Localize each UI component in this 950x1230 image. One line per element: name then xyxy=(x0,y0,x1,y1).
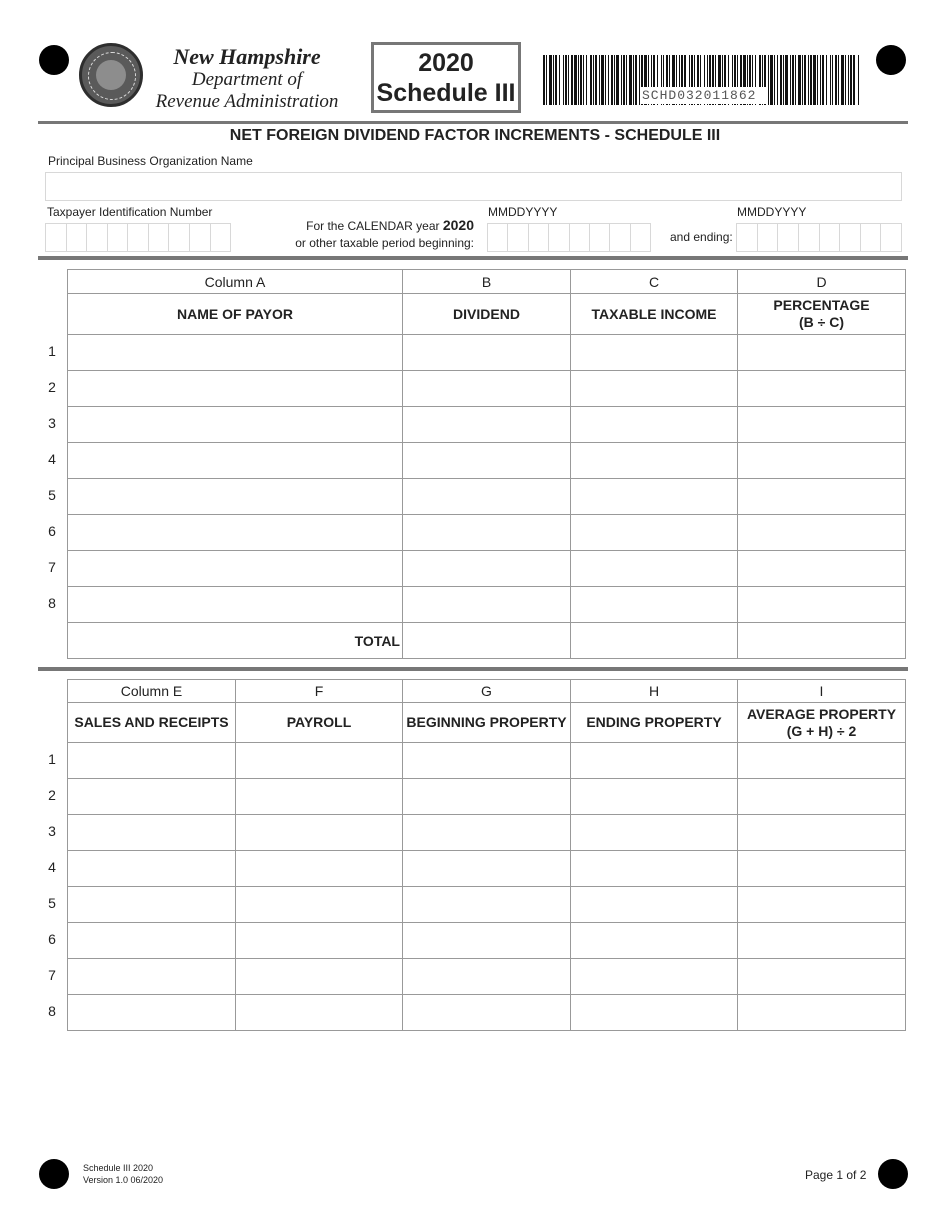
dividend-input-cell[interactable] xyxy=(738,479,906,515)
apportionment-input-cell[interactable] xyxy=(68,959,236,995)
row-number: 4 xyxy=(48,859,56,875)
total-label: TOTAL xyxy=(68,623,403,659)
row-number: 1 xyxy=(48,343,56,359)
dividend-input-cell[interactable] xyxy=(403,587,571,623)
column-payroll: PAYROLL xyxy=(236,703,403,743)
dividend-input-cell[interactable] xyxy=(571,443,738,479)
row-number: 3 xyxy=(48,823,56,839)
tin-input[interactable] xyxy=(45,223,231,252)
apportionment-input-cell[interactable] xyxy=(68,995,236,1031)
total-dividend-cell[interactable] xyxy=(403,623,571,659)
apportionment-input-cell[interactable] xyxy=(236,995,403,1031)
apportionment-input-cell[interactable] xyxy=(738,923,906,959)
state-seal-icon xyxy=(79,43,143,107)
row-number: 6 xyxy=(48,931,56,947)
dividend-input-cell[interactable] xyxy=(68,407,403,443)
table-row xyxy=(68,335,906,371)
dividend-input-cell[interactable] xyxy=(68,551,403,587)
agency-line-state: New Hampshire xyxy=(173,44,321,69)
row-number: 7 xyxy=(48,559,56,575)
section-divider xyxy=(38,256,908,260)
dividend-input-cell[interactable] xyxy=(68,335,403,371)
apportionment-input-cell[interactable] xyxy=(236,779,403,815)
column-average-property xyxy=(738,703,906,743)
apportionment-input-cell[interactable] xyxy=(571,959,738,995)
org-name-input[interactable] xyxy=(45,172,902,201)
form-year-box xyxy=(371,42,521,113)
apportionment-input-cell[interactable] xyxy=(403,959,571,995)
apportionment-input-cell[interactable] xyxy=(68,743,236,779)
row-number: 5 xyxy=(48,895,56,911)
table-row xyxy=(68,815,906,851)
tin-label: Taxpayer Identification Number xyxy=(47,205,213,219)
header-divider xyxy=(38,121,908,124)
org-name-label: Principal Business Organization Name xyxy=(48,154,253,168)
apportionment-input-cell[interactable] xyxy=(738,959,906,995)
begin-date-input[interactable] xyxy=(487,223,651,252)
page-title: NET FOREIGN DIVIDEND FACTOR INCREMENTS - SCHEDULE III xyxy=(229,127,721,144)
agency-line-dept: Department of xyxy=(191,69,303,90)
row-number: 1 xyxy=(48,751,56,767)
apportionment-input-cell[interactable] xyxy=(403,815,571,851)
apportionment-input-cell[interactable] xyxy=(236,887,403,923)
total-row xyxy=(68,623,906,659)
registration-mark-icon xyxy=(39,45,69,75)
row-number: 8 xyxy=(48,595,56,611)
apportionment-input-cell[interactable] xyxy=(571,851,738,887)
apportionment-input-cell[interactable] xyxy=(236,851,403,887)
calendar-suffix: or other taxable period beginning: xyxy=(295,236,474,250)
apportionment-input-cell[interactable] xyxy=(403,851,571,887)
apportionment-input-cell[interactable] xyxy=(571,743,738,779)
dividend-input-cell[interactable] xyxy=(68,371,403,407)
agency-name xyxy=(144,44,350,113)
table-row xyxy=(68,479,906,515)
dividend-input-cell[interactable] xyxy=(738,587,906,623)
footer-form-name: Schedule III 2020 xyxy=(83,1163,154,1173)
total-percentage-cell[interactable] xyxy=(738,623,906,659)
column-g-letter: G xyxy=(403,680,571,703)
footer-version: Version 1.0 06/2020 xyxy=(83,1175,164,1185)
apportionment-input-cell[interactable] xyxy=(236,923,403,959)
dividend-input-cell[interactable] xyxy=(571,407,738,443)
table-row xyxy=(68,995,906,1031)
dividend-input-cell[interactable] xyxy=(738,407,906,443)
apportionment-input-cell[interactable] xyxy=(403,779,571,815)
row-number: 3 xyxy=(48,415,56,431)
dividend-input-cell[interactable] xyxy=(738,551,906,587)
apportionment-input-cell[interactable] xyxy=(738,815,906,851)
calendar-prefix: For the CALENDAR year xyxy=(306,219,440,233)
dividend-input-cell[interactable] xyxy=(403,335,571,371)
dividend-input-cell[interactable] xyxy=(571,371,738,407)
apportionment-input-cell[interactable] xyxy=(738,995,906,1031)
table-row xyxy=(68,959,906,995)
table-row xyxy=(68,851,906,887)
dividend-input-cell[interactable] xyxy=(403,407,571,443)
page-number: Page 1 of 2 xyxy=(805,1168,867,1182)
agency-line-admin: Revenue Administration xyxy=(155,91,339,112)
table-row xyxy=(68,371,906,407)
apportionment-input-cell[interactable] xyxy=(236,743,403,779)
section-divider xyxy=(38,667,908,671)
row-number: 5 xyxy=(48,487,56,503)
dividend-input-cell[interactable] xyxy=(571,515,738,551)
dividend-input-cell[interactable] xyxy=(403,371,571,407)
apportionment-input-cell[interactable] xyxy=(236,815,403,851)
barcode-number: SCHD032011862 xyxy=(640,87,766,104)
dividend-input-cell[interactable] xyxy=(738,515,906,551)
table-row xyxy=(68,887,906,923)
dividend-input-cell[interactable] xyxy=(738,335,906,371)
total-taxable-income-cell[interactable] xyxy=(571,623,738,659)
apportionment-input-cell[interactable] xyxy=(571,887,738,923)
apportionment-input-cell[interactable] xyxy=(403,887,571,923)
average-property-formula: (G + H) ÷ 2 xyxy=(786,722,857,739)
dividend-input-cell[interactable] xyxy=(403,443,571,479)
table-row xyxy=(68,587,906,623)
end-date-format: MMDDYYYY xyxy=(737,205,807,219)
dividend-table xyxy=(67,269,906,659)
table-row xyxy=(68,515,906,551)
form-footer xyxy=(83,1162,163,1186)
registration-mark-icon xyxy=(876,45,906,75)
table-row xyxy=(68,779,906,815)
dividend-input-cell[interactable] xyxy=(68,587,403,623)
apportionment-input-cell[interactable] xyxy=(403,743,571,779)
column-dividend: DIVIDEND xyxy=(403,294,571,335)
dividend-input-cell[interactable] xyxy=(571,587,738,623)
apportionment-input-cell[interactable] xyxy=(738,743,906,779)
table-row xyxy=(68,743,906,779)
apportionment-input-cell[interactable] xyxy=(68,887,236,923)
row-number: 8 xyxy=(48,1003,56,1019)
column-percentage xyxy=(738,294,906,335)
table-row xyxy=(68,551,906,587)
calendar-year-text xyxy=(280,217,474,252)
column-d-letter: D xyxy=(738,270,906,294)
end-date-input[interactable] xyxy=(736,223,902,252)
apportionment-table xyxy=(67,679,906,1031)
dividend-input-cell[interactable] xyxy=(403,515,571,551)
dividend-input-cell[interactable] xyxy=(738,443,906,479)
column-b-letter: B xyxy=(403,270,571,294)
row-number: 6 xyxy=(48,523,56,539)
apportionment-input-cell[interactable] xyxy=(68,851,236,887)
dividend-input-cell[interactable] xyxy=(68,479,403,515)
row-number: 2 xyxy=(48,379,56,395)
column-a-letter: Column A xyxy=(68,270,403,294)
apportionment-input-cell[interactable] xyxy=(571,995,738,1031)
table-row xyxy=(68,443,906,479)
percentage-formula: (B ÷ C) xyxy=(798,314,844,330)
column-beginning-property: BEGINNING PROPERTY xyxy=(403,703,571,743)
apportionment-input-cell[interactable] xyxy=(571,779,738,815)
apportionment-input-cell[interactable] xyxy=(738,851,906,887)
registration-mark-icon xyxy=(878,1159,908,1189)
apportionment-input-cell[interactable] xyxy=(571,815,738,851)
begin-date-format: MMDDYYYY xyxy=(488,205,558,219)
dividend-input-cell[interactable] xyxy=(571,479,738,515)
apportionment-input-cell[interactable] xyxy=(738,887,906,923)
row-number: 7 xyxy=(48,967,56,983)
column-f-letter: F xyxy=(236,680,403,703)
apportionment-input-cell[interactable] xyxy=(738,779,906,815)
column-h-letter: H xyxy=(571,680,738,703)
column-e-letter: Column E xyxy=(68,680,236,703)
apportionment-input-cell[interactable] xyxy=(68,815,236,851)
registration-mark-icon xyxy=(39,1159,69,1189)
column-sales-and-receipts: SALES AND RECEIPTS xyxy=(68,703,236,743)
table-row xyxy=(68,923,906,959)
dividend-input-cell[interactable] xyxy=(571,551,738,587)
dividend-input-cell[interactable] xyxy=(738,371,906,407)
dividend-input-cell[interactable] xyxy=(571,335,738,371)
form-schedule: Schedule III xyxy=(376,79,516,107)
dividend-input-cell[interactable] xyxy=(68,515,403,551)
row-number: 4 xyxy=(48,451,56,467)
column-c-letter: C xyxy=(571,270,738,294)
column-i-letter: I xyxy=(738,680,906,703)
row-number: 2 xyxy=(48,787,56,803)
apportionment-input-cell[interactable] xyxy=(403,923,571,959)
dividend-input-cell[interactable] xyxy=(68,443,403,479)
apportionment-input-cell[interactable] xyxy=(571,923,738,959)
dividend-input-cell[interactable] xyxy=(403,551,571,587)
ending-label: and ending: xyxy=(670,230,733,244)
percentage-label: PERCENTAGE xyxy=(773,297,870,313)
dividend-input-cell[interactable] xyxy=(403,479,571,515)
apportionment-input-cell[interactable] xyxy=(236,959,403,995)
form-year: 2020 xyxy=(418,49,474,77)
column-taxable-income: TAXABLE INCOME xyxy=(571,294,738,335)
apportionment-input-cell[interactable] xyxy=(403,995,571,1031)
column-ending-property: ENDING PROPERTY xyxy=(571,703,738,743)
average-property-label: AVERAGE PROPERTY xyxy=(746,705,897,722)
apportionment-input-cell[interactable] xyxy=(68,923,236,959)
apportionment-input-cell[interactable] xyxy=(68,779,236,815)
calendar-year: 2020 xyxy=(442,217,474,233)
table-row xyxy=(68,407,906,443)
column-name-of-payor: NAME OF PAYOR xyxy=(68,294,403,335)
